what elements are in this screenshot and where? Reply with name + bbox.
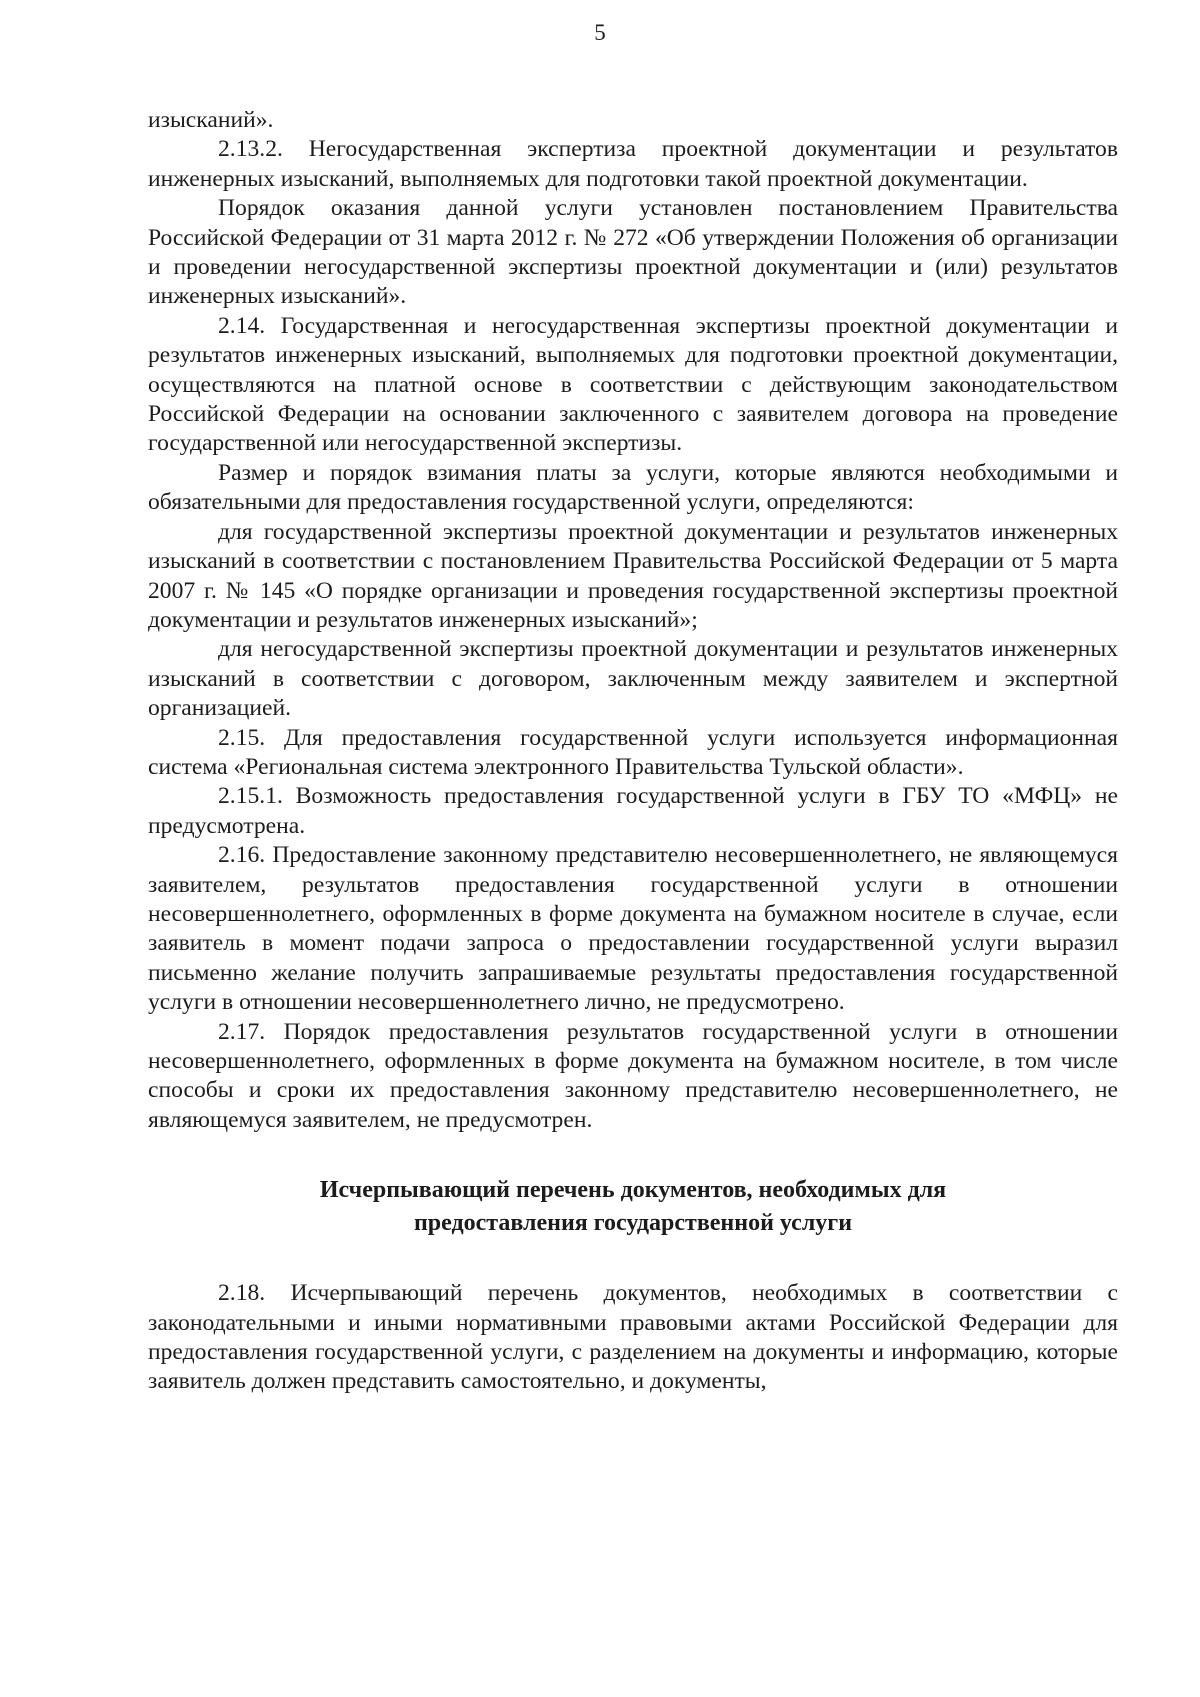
paragraph-continuation: изысканий».	[148, 107, 274, 133]
paragraph-2-16: 2.16. Предоставление законному представителю несовершеннолетнего, не являющемуся заявителем, результатов предоставления государственной услуги в отношении несовершеннолетнего, оформленных в форме документа на бумажном носителе в случае, если заявитель в момент подачи запроса о предоставлении государственной услуги выразил письменно желание получить запрашиваемые результаты предоставления государственной услуги в отношении несовершеннолетнего лично, не предусмотрено.	[148, 842, 1118, 1016]
section-heading-line-2: предоставления государственной услуги	[413, 1210, 853, 1237]
paragraph-nonstate-expertise: для негосударственной экспертизы проектной документации и результатов инженерных изысканий в соответствии с договором, заключенным между заявителем и экспертной организацией.	[148, 636, 1118, 722]
paragraph-2-15-1: 2.15.1. Возможность предоставления государственной услуги в ГБУ ТО «МФЦ» не предусмотрена.	[148, 783, 1118, 839]
paragraph-2-17: 2.17. Порядок предоставления результатов государственной услуги в отношении несовершеннолетнего, оформленных в форме документа на бумажном носителе, в том числе способы и сроки их предоставления законному представителю несовершеннолетнего, не являющемуся заявителем, не предусмотрен.	[148, 1018, 1118, 1133]
paragraph-2-18: 2.18. Исчерпывающий перечень документов, необходимых в соответствии с законодательными и иными нормативными правовыми актами Российской Федерации для предоставления государственной услуги, с разделением на документы и информацию, которые заявитель должен представить самостоятельно, и документы,	[148, 1280, 1118, 1395]
paragraph-service-procedure: Порядок оказания данной услуги установлен постановлением Правительства Российской Федерации от 31 марта 2012 г. № 272 «Об утверждении Положения об организации и проведении негосударственной экспертизы проектной документации и (или) результатов инженерных изысканий».	[148, 195, 1118, 310]
section-heading	[148, 1174, 1118, 1240]
document-body	[148, 106, 1118, 1397]
paragraph-fee-size: Размер и порядок взимания платы за услуги, которые являются необходимыми и обязательными для предоставления государственной услуги, определяются:	[148, 459, 1118, 516]
page-number: 5	[594, 20, 606, 45]
section-heading-line-1: Исчерпывающий перечень документов, необходимых для	[319, 1177, 947, 1204]
paragraph-2-14: 2.14. Государственная и негосударственная экспертизы проектной документации и результатов инженерных изысканий, выполняемых для подготовки проектной документации, осуществляются на платной основе в соответствии с действующим законодательством Российской Федерации на основании заключенного с заявителем договора на проведение государственной или негосударственной экспертизы.	[148, 312, 1118, 457]
paragraph-state-expertise: для государственной экспертизы проектной документации и результатов инженерных изысканий в соответствии с постановлением Правительства Российской Федерации от 5 марта 2007 г. № 145 «О порядке организации и проведения государственной экспертизы проектной документации и результатов инженерных изысканий»;	[148, 518, 1118, 633]
paragraph-2-15: 2.15. Для предоставления государственной услуги используется информационная система «Региональная система электронного Правительства Тульской области».	[148, 724, 1118, 780]
paragraph-2-13-2: 2.13.2. Негосударственная экспертиза проектной документации и результатов инженерных изысканий, выполняемых для подготовки такой проектной документации.	[148, 136, 1118, 192]
